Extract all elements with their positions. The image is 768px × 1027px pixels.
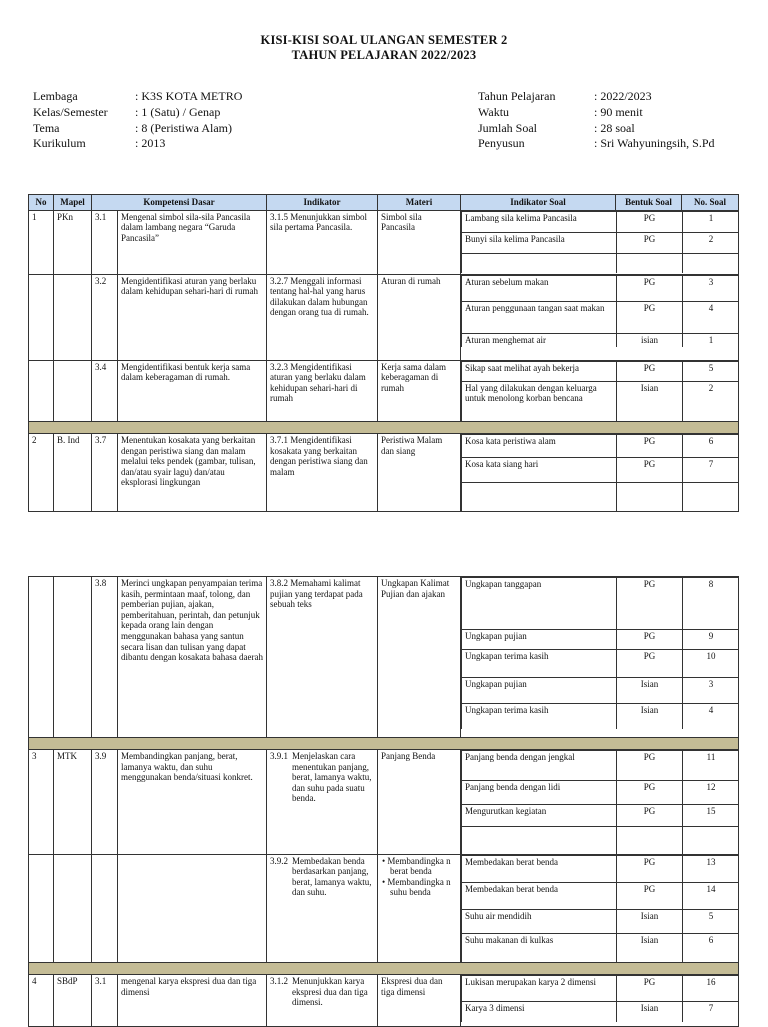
indikator-soal: Aturan menghemat air [462,333,617,347]
indikator-soal: Kosa kata siang hari [462,458,617,483]
indikator-soal: Mengurutkan kegiatan [462,805,617,827]
nomor-soal: 5 [683,361,739,381]
info-label: Tema [33,120,60,135]
soal-cell [461,274,739,360]
kisi-table-part2 [28,576,739,1027]
nomor-soal: 2 [683,232,739,253]
bentuk-soal: PG [617,232,683,253]
row-mapel: MTK [54,750,92,855]
row-mapel: B. Ind [54,434,92,512]
nomor-soal: 13 [683,855,739,882]
soal-row [462,650,739,678]
info-value: : 1 (Satu) / Genap [135,104,221,119]
soal-cell [461,210,739,274]
soal-cell [461,577,739,738]
kd-text: mengenal karya ekspresi dua dan tiga dimensi [118,975,267,1027]
soal-row [462,232,739,253]
materi-text: Kerja sama dalam keberagaman di rumah [378,360,461,422]
header-row [29,195,739,211]
soal-row [462,909,739,933]
nomor-soal: 1 [683,333,739,347]
row-no: 4 [29,975,54,1027]
nomor-soal: 2 [683,381,739,421]
indikator-text: Menjelaskan cara menentukan panjang, berat, lamanya waktu, dan suhu pada suatu benda. [292,751,372,804]
row-no: 2 [29,434,54,512]
table-row [29,210,739,274]
bentuk-soal: PG [617,211,683,232]
nomor-soal: 6 [683,435,739,458]
indikator-cell [267,854,378,963]
col-header-mapel: Mapel [54,195,92,211]
materi-text: Aturan di rumah [378,274,461,360]
soal-row [462,435,739,458]
kd-text: Menentukan kosakata yang berkaitan dengan peristiwa siang dan malam melalui teks pendek (gambar, tulisan, dan/atau syair lagu) dan/atau eksplorasi lingkungan [118,434,267,512]
info-value: : K3S KOTA METRO [135,89,243,103]
materi-cell [378,854,461,963]
kd-number: 3.1 [92,975,118,1027]
col-header-bentuk-soal: Bentuk Soal [616,195,682,211]
kd-text: Membandingkan panjang, berat, lamanya waktu, dan suhu menggunakan benda/situasi konkret. [118,750,267,855]
table-row [29,577,739,738]
row-no: 3 [29,750,54,855]
table-row [29,274,739,360]
kd-number: 3.8 [92,577,118,738]
indikator-soal: Kosa kata peristiwa alam [462,435,617,458]
soal-row [462,275,739,301]
kd-number: 3.2 [92,274,118,360]
indikator-number: 3.9.1 [270,751,288,761]
col-header-indikator: Indikator [267,195,378,211]
document-title: KISI-KISI SOAL ULANGAN SEMESTER 2 [260,33,508,47]
col-header-no-soal: No. Soal [682,195,739,211]
indikator-text: 3.2.7 Menggali informasi tentang hal-hal yang harus dilakukan dalam hubungan dengan orang tua di rumah. [267,274,378,360]
bentuk-soal: Isian [617,678,683,704]
nomor-soal: 4 [683,301,739,333]
indikator-soal: Membedakan berat benda [462,882,617,909]
kd-number: 3.9 [92,750,118,855]
nomor-soal: 4 [683,704,739,729]
info-label: Penyusun [478,136,525,151]
table-row [29,975,739,1027]
indikator-soal: Aturan penggunaan tangan saat makan [462,301,617,333]
bentuk-soal: PG [617,630,683,650]
soal-row [462,805,739,827]
soal-row [462,933,739,962]
soal-row [462,630,739,650]
bentuk-soal: PG [617,751,683,781]
indikator-soal: Suhu makanan di kulkas [462,933,617,962]
bentuk-soal: Isian [617,381,683,421]
bentuk-soal: Isian [617,1002,683,1022]
table-row [29,750,739,855]
bentuk-soal: PG [617,275,683,301]
bentuk-soal: PG [617,976,683,1002]
materi-text: Ekspresi dua dan tiga dimensi [378,975,461,1027]
row-mapel: PKn [54,210,92,274]
indikator-soal: Aturan sebelum makan [462,275,617,301]
info-value: : Sri Wahyuningsih, S.Pd [594,136,715,151]
info-label: Jumlah Soal [478,120,537,135]
soal-cell [461,854,739,963]
indikator-soal: Panjang benda dengan lidi [462,781,617,805]
bentuk-soal: PG [617,882,683,909]
bentuk-soal: PG [617,805,683,827]
materi-bullet: • Membandingka n berat benda [382,855,451,877]
soal-row [462,704,739,729]
info-value: : 8 (Peristiwa Alam) [135,120,232,135]
soal-row [462,751,739,781]
col-header-indikator-soal: Indikator Soal [461,195,616,211]
indikator-soal: Suhu air mendidih [462,909,617,933]
nomor-soal: 7 [683,458,739,483]
soal-row [462,976,739,1002]
indikator-soal: Ungkapan pujian [462,678,617,704]
nomor-soal: 14 [683,882,739,909]
bentuk-soal: PG [617,361,683,381]
section-divider [29,738,739,750]
indikator-text: 3.8.2 Memahami kalimat pujian yang terdapat pada sebuah teks [267,577,378,738]
kd-text: Merinci ungkapan penyampaian terima kasih, permintaan maaf, tolong, dan pemberian pujian, ajakan, pemberitahuan, perintah, dan petunjuk kepada orang lain dengan menggunakan bahasa yang santun secara lisan dan tulisan yang dapat dibantu dengan kosakata bahasa daerah [118,577,267,738]
info-right [478,89,715,152]
info-label: Kurikulum [33,136,86,151]
soal-row [462,781,739,805]
bentuk-soal: PG [617,781,683,805]
info-value: : 28 soal [594,120,635,135]
info-label: Waktu [478,104,510,119]
nomor-soal: 16 [683,976,739,1002]
indikator-soal: Karya 3 dimensi [462,1002,617,1022]
materi-text: Panjang Benda [378,750,461,855]
table-row [29,854,739,963]
soal-row [462,381,739,421]
kd-text: Mengenal simbol sila-sila Pancasila dalam lambang negara “Garuda Pancasila” [118,210,267,274]
nomor-soal: 15 [683,805,739,827]
soal-cell [461,975,739,1027]
nomor-soal: 5 [683,909,739,933]
kd-number: 3.1 [92,210,118,274]
bentuk-soal: PG [617,435,683,458]
bentuk-soal: isian [617,333,683,347]
row-mapel: SBdP [54,975,92,1027]
section-divider [29,963,739,975]
nomor-soal: 6 [683,933,739,962]
nomor-soal: 11 [683,751,739,781]
materi-text: Peristiwa Malam dan siang [378,434,461,512]
indikator-text: Menunjukkan karya ekspresi dua dan tiga dimensi. [292,976,368,1008]
nomor-soal: 8 [683,578,739,630]
indikator-text: 3.7.1 Mengidentifikasi kosakata yang berkaitan dengan peristiwa siang dan malam [267,434,378,512]
info-label: Tahun Pelajaran [478,89,556,103]
indikator-text: 3.1.5 Menunjukkan simbol sila pertama Pancasila. [267,210,378,274]
nomor-soal: 12 [683,781,739,805]
soal-row [462,1002,739,1022]
indikator-soal: Membedakan berat benda [462,855,617,882]
indikator-soal: Panjang benda dengan jengkal [462,751,617,781]
indikator-text: 3.2.3 Mengidentifikasi aturan yang berlaku dalam kehidupan sehari-hari di rumah [267,360,378,422]
indikator-soal: Lambang sila kelima Pancasila [462,211,617,232]
kisi-table-part1 [28,194,739,512]
soal-row [462,211,739,232]
soal-cell [461,434,739,512]
indikator-cell [267,975,378,1027]
indikator-soal: Lukisan merupakan karya 2 dimensi [462,976,617,1002]
info-left [33,89,242,152]
soal-cell [461,750,739,855]
indikator-number: 3.1.2 [270,976,288,986]
indikator-number: 3.9.2 [270,855,288,866]
kd-number: 3.7 [92,434,118,512]
indikator-soal: Ungkapan tanggapan [462,578,617,630]
materi-text: Ungkapan Kalimat Pujian dan ajakan [378,577,461,738]
col-header-kd: Kompetensi Dasar [92,195,267,211]
nomor-soal: 3 [683,678,739,704]
info-value: : 90 menit [594,104,643,119]
soal-row [462,678,739,704]
indikator-cell [267,750,378,855]
soal-cell [461,360,739,422]
soal-row [462,361,739,381]
indikator-soal: Hal yang dilakukan dengan keluarga untuk menolong korban bencana [462,381,617,421]
materi-text: Simbol sila Pancasila [378,210,461,274]
nomor-soal: 9 [683,630,739,650]
info-value: : 2013 [135,136,166,151]
soal-row [462,882,739,909]
nomor-soal: 1 [683,211,739,232]
bentuk-soal: PG [617,458,683,483]
row-no: 1 [29,210,54,274]
kd-number: 3.4 [92,360,118,422]
indikator-soal: Ungkapan terima kasih [462,704,617,729]
materi-bullet: • Membandingka n suhu benda [382,876,451,898]
indikator-soal: Bunyi sila kelima Pancasila [462,232,617,253]
section-divider [29,422,739,434]
bentuk-soal: PG [617,578,683,630]
soal-row [462,458,739,483]
col-header-materi: Materi [378,195,461,211]
nomor-soal: 7 [683,1002,739,1022]
kd-text: Mengidentifikasi bentuk kerja sama dalam keberagaman di rumah. [118,360,267,422]
indikator-soal: Sikap saat melihat ayah bekerja [462,361,617,381]
info-value: : 2022/2023 [594,89,652,103]
table-row [29,434,739,512]
nomor-soal: 10 [683,650,739,678]
indikator-soal: Ungkapan terima kasih [462,650,617,678]
indikator-text: Membedakan benda berdasarkan panjang, berat, lamanya waktu, dan suhu. [292,855,372,898]
bentuk-soal: Isian [617,704,683,729]
bentuk-soal: Isian [617,933,683,962]
info-label: Lembaga [33,89,78,103]
soal-row [462,333,739,347]
bentuk-soal: PG [617,301,683,333]
col-header-no: No [29,195,54,211]
kd-text: Mengidentifikasi aturan yang berlaku dalam kehidupan sehari-hari di rumah [118,274,267,360]
info-label: Kelas/Semester [33,104,108,119]
bentuk-soal: PG [617,855,683,882]
document-subtitle: TAHUN PELAJARAN 2022/2023 [291,48,477,62]
bentuk-soal: Isian [617,909,683,933]
soal-row [462,578,739,630]
soal-row [462,301,739,333]
soal-row [462,855,739,882]
indikator-soal: Ungkapan pujian [462,630,617,650]
nomor-soal: 3 [683,275,739,301]
table-row [29,360,739,422]
bentuk-soal: PG [617,650,683,678]
